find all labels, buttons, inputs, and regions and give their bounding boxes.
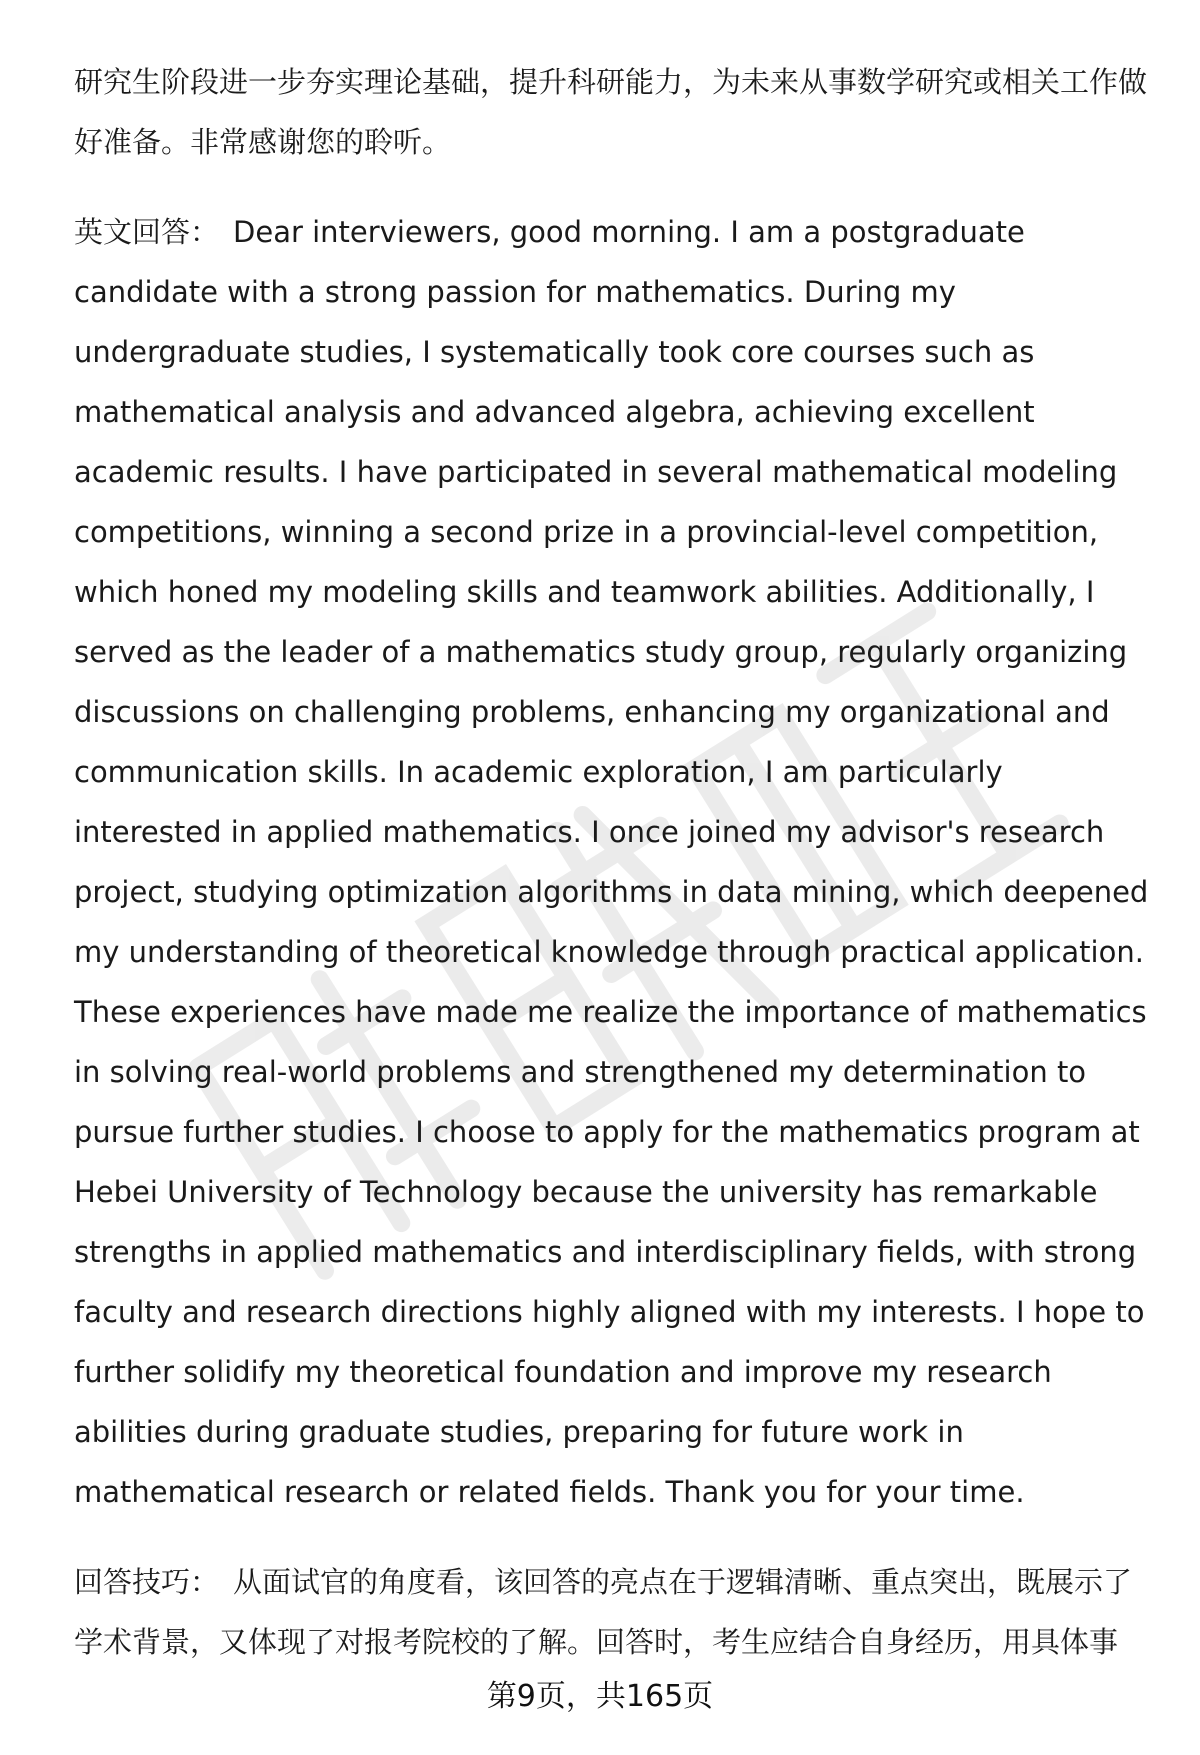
page-indicator: 第9页，共165页 [486,1679,714,1714]
english-answer-paragraph [74,202,1154,1522]
answer-tips-label: 回答技巧： [74,1565,220,1599]
english-answer-text: Dear interviewers, good morning. I am a postgraduate candidate with a strong passion for mathematics. During my undergraduate studies, I systematically took core courses such as mathematical analysis and advanced algebra, achieving excellent academic results. I have participated in several mathematical modeling competitions, winning a second prize in a provincial-level competition, which honed my modeling skills and teamwork abilities. Additionally, I served as the leader of a mathematics study group, regularly organizing discussions on challenging problems, enhancing my organizational and communication skills. In academic exploration, I am particularly interested in applied mathematics. I once joined my advisor's research project, studying optimization algorithms in data mining, which deepened my understanding of theoretical knowledge through practical application. These experiences have made me realize the importance of mathematics in solving real-world problems and strengthened my determination to pursue further studies. I choose to apply for the mathematics program at Hebei University of Technology because the university has remarkable strengths in applied mathematics and interdisciplinary fields, with strong faculty and research directions highly aligned with my interests. I hope to further solidify my theoretical foundation and improve my research abilities during graduate studies, preparing for future work in mathematical research or related fields. Thank you for your time. [74,215,1149,1509]
answer-tips-text: 从面试官的角度看，该回答的亮点在于逻辑清晰、重点突出，既展示了学术背景，又体现了对报考院校的了解。回答时，考生应结合自身经历，用具体事 [74,1565,1133,1659]
intro-paragraph: 研究生阶段进一步夯实理论基础，提升科研能力，为未来从事数学研究或相关工作做好准备。非常感谢您的聆听。 [74,65,1148,159]
answer-tips-paragraph [74,1552,1154,1672]
english-answer-label: 英文回答： [74,215,220,249]
document-body [74,52,1154,1672]
